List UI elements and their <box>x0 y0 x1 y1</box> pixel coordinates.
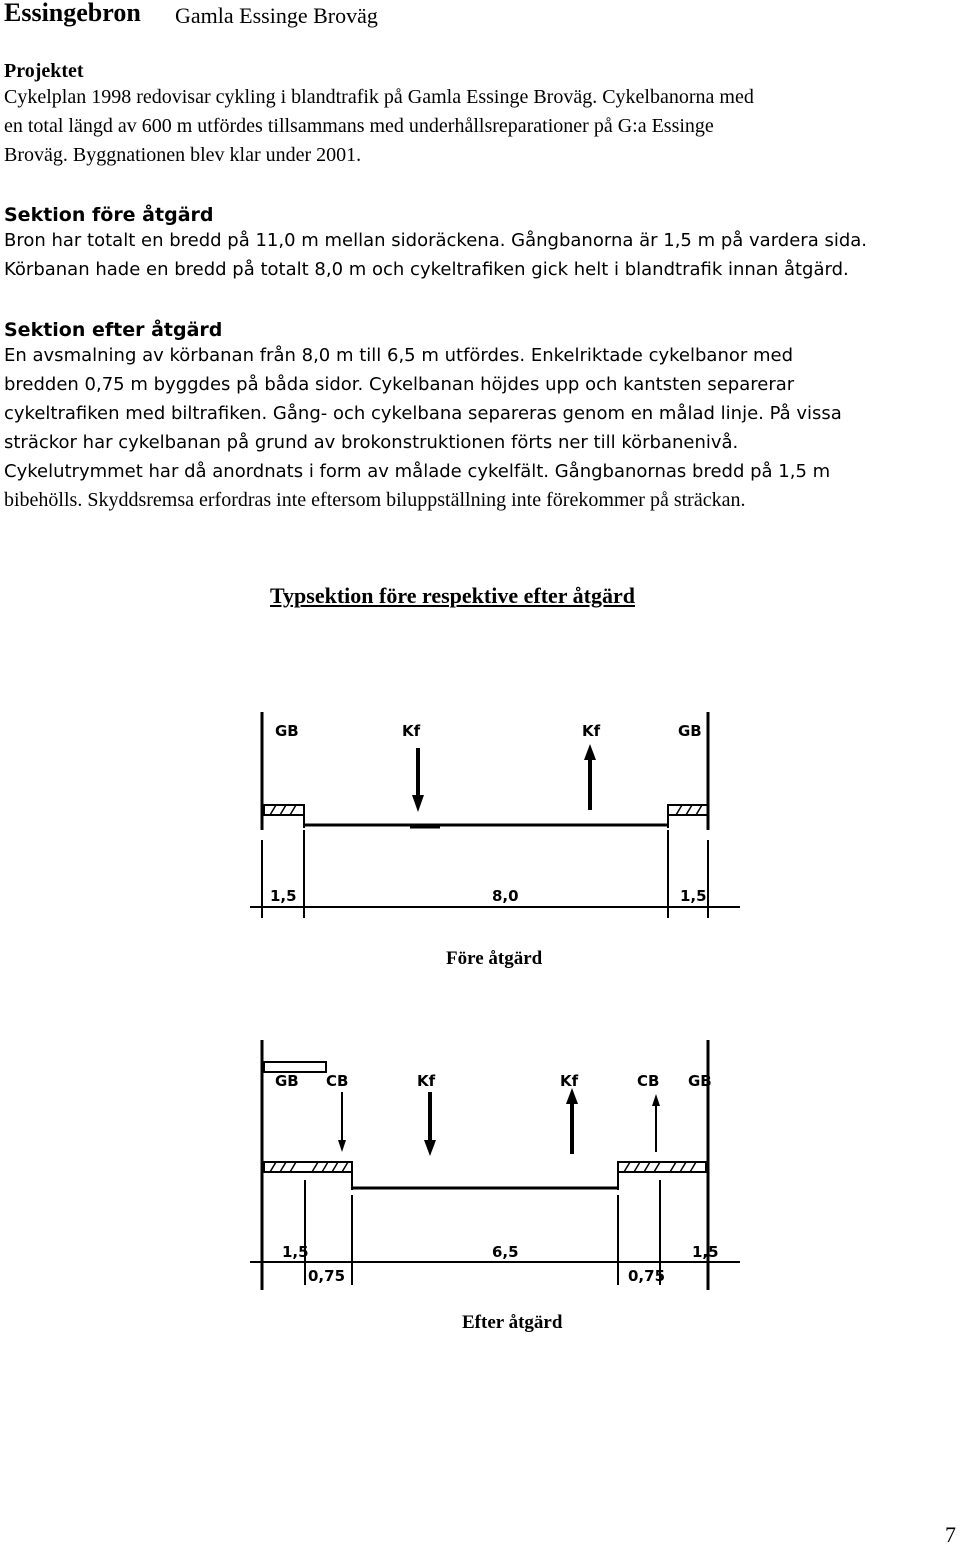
fore-line: Körbanan hade en bredd på totalt 8,0 m och cykeltrafiken gick helt i blandtrafik innan åtgärd. <box>4 259 849 280</box>
efter-line: En avsmalning av körbanan från 8,0 m till 6,5 m utfördes. Enkelriktade cykelbanor med <box>4 345 794 366</box>
projektet-heading: Projektet <box>4 60 84 82</box>
section-fore <box>4 204 959 284</box>
projektet-line: en total längd av 600 m utfördes tillsammans med underhållsreparationer på G:a Essinge <box>4 115 714 137</box>
label-gb: GB <box>275 722 299 740</box>
label-kf: Kf <box>417 1072 436 1090</box>
caption-efter: Efter åtgärd <box>462 1312 563 1333</box>
efter-line: cykeltrafiken med biltrafiken. Gång- och cykelbana separeras genom en målad linje. På vissa <box>4 403 842 424</box>
label-kf: Kf <box>582 722 601 740</box>
caption-fore: Före åtgärd <box>446 948 543 969</box>
section-efter <box>4 319 959 515</box>
dimension-label: 0,75 <box>628 1267 666 1285</box>
label-gb: GB <box>275 1072 299 1090</box>
dimension-label: 1,5 <box>282 1243 309 1261</box>
section-projektet <box>4 60 959 170</box>
efter-heading: Sektion efter åtgärd <box>4 319 223 341</box>
typsektion-title: Typsektion före respektive efter åtgärd <box>270 583 635 608</box>
page-subtitle: Gamla Essinge Broväg <box>175 3 378 28</box>
label-gb: GB <box>678 722 702 740</box>
sidewalk-left <box>264 1162 352 1172</box>
efter-line: bredden 0,75 m byggdes på båda sidor. Cykelbanan höjdes upp och kantsten separerar <box>4 374 795 395</box>
dimension-label: 8,0 <box>492 887 519 905</box>
dimension-label: 6,5 <box>492 1243 519 1261</box>
label-cb: CB <box>637 1072 660 1090</box>
arrow-up-icon <box>566 1088 578 1154</box>
arrow-up-icon <box>652 1094 660 1152</box>
label-kf: Kf <box>560 1072 579 1090</box>
diagram-fore <box>230 700 750 940</box>
efter-line: Cykelutrymmet har då anordnats i form av målade cykelfält. Gångbanornas bredd på 1,5 m <box>4 461 831 482</box>
sidewalk-right <box>668 805 708 815</box>
fore-line: Bron har totalt en bredd på 11,0 m mellan sidoräckena. Gångbanorna är 1,5 m på vardera sida. <box>4 230 868 251</box>
arrow-down-icon <box>412 748 424 812</box>
arrow-down-icon <box>424 1092 436 1156</box>
label-kf: Kf <box>402 722 421 740</box>
dimension-label: 0,75 <box>308 1267 346 1285</box>
efter-line: sträckor har cykelbanan på grund av brokonstruktionen förts ner till körbanenivå. <box>4 432 739 453</box>
fore-heading: Sektion före åtgärd <box>4 204 214 226</box>
projektet-line: Broväg. Byggnationen blev klar under 2001. <box>4 144 362 166</box>
dimension-label: 1,5 <box>270 887 297 905</box>
label-cb: CB <box>326 1072 349 1090</box>
page-title: Essingebron <box>4 0 141 27</box>
label-gb: GB <box>688 1072 712 1090</box>
arrow-up-icon <box>584 744 596 810</box>
arrow-down-icon <box>338 1092 346 1152</box>
dimension-label: 1,5 <box>680 887 707 905</box>
dimension-label: 1,5 <box>692 1243 719 1261</box>
efter-line: bibehölls. Skyddsremsa erfordras inte eftersom biluppställning inte förekommer på sträckan. <box>4 489 746 511</box>
projektet-line: Cykelplan 1998 redovisar cykling i blandtrafik på Gamla Essinge Broväg. Cykelbanorna med <box>4 86 754 108</box>
sidewalk-left <box>264 805 304 815</box>
diagram-efter-drawing <box>230 1030 750 1290</box>
page-number: 7 <box>945 1522 956 1547</box>
